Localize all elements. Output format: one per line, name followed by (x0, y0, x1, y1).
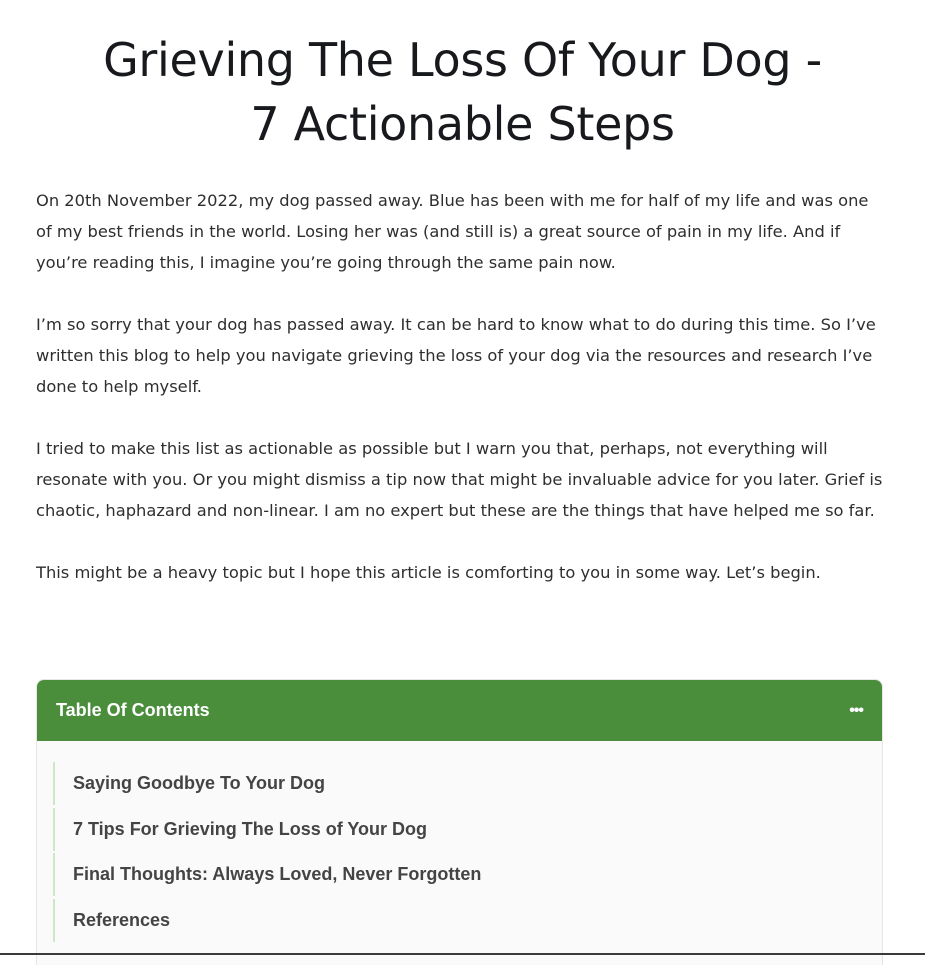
article-title-line-2: 7 Actionable Steps (250, 97, 675, 151)
toc-item (53, 899, 882, 942)
window-bottom-border (0, 953, 925, 955)
toc-link-final-thoughts[interactable]: Final Thoughts: Always Loved, Never Forgotten (73, 864, 482, 884)
intro-paragraph-4: This might be a heavy topic but I hope this article is comforting to you in some way. Let’s begin. (36, 563, 821, 582)
toc-title: Table Of Contents (56, 700, 210, 720)
article-intro (36, 185, 886, 619)
article-title-line-1: Grieving The Loss Of Your Dog - (103, 33, 822, 87)
table-of-contents (36, 679, 883, 965)
toc-link-saying-goodbye[interactable]: Saying Goodbye To Your Dog (73, 773, 326, 793)
toc-item (53, 808, 882, 851)
toc-list (37, 741, 882, 942)
toc-link-references[interactable]: References (73, 909, 171, 930)
toc-item (53, 762, 882, 805)
article-title (0, 28, 925, 156)
toc-header[interactable] (37, 680, 882, 741)
more-horizontal-icon[interactable]: ••• (849, 701, 863, 719)
intro-paragraph-3: I tried to make this list as actionable as possible but I warn you that, perhaps, not everything will resonate with you. Or you might dismiss a tip now that might be invaluable advice for you later. Grief is chaotic, haphazard and non-linear. I am no expert but these are the things that have helped me so far. (36, 439, 883, 520)
intro-paragraph-1: On 20th November 2022, my dog passed away. Blue has been with me for half of my life and was one of my best friends in the world. Losing her was (and still is) a great source of pain in my life. And if you’re reading this, I imagine you’re going through the same pain now. (36, 191, 869, 272)
intro-paragraph-2: I’m so sorry that your dog has passed away. It can be hard to know what to do during this time. So I’ve written this blog to help you navigate grieving the loss of your dog via the resources and research I’ve done to help myself. (36, 315, 876, 396)
toc-link-7-tips[interactable]: 7 Tips For Grieving The Loss of Your Dog (73, 818, 428, 839)
toc-item (53, 853, 882, 896)
